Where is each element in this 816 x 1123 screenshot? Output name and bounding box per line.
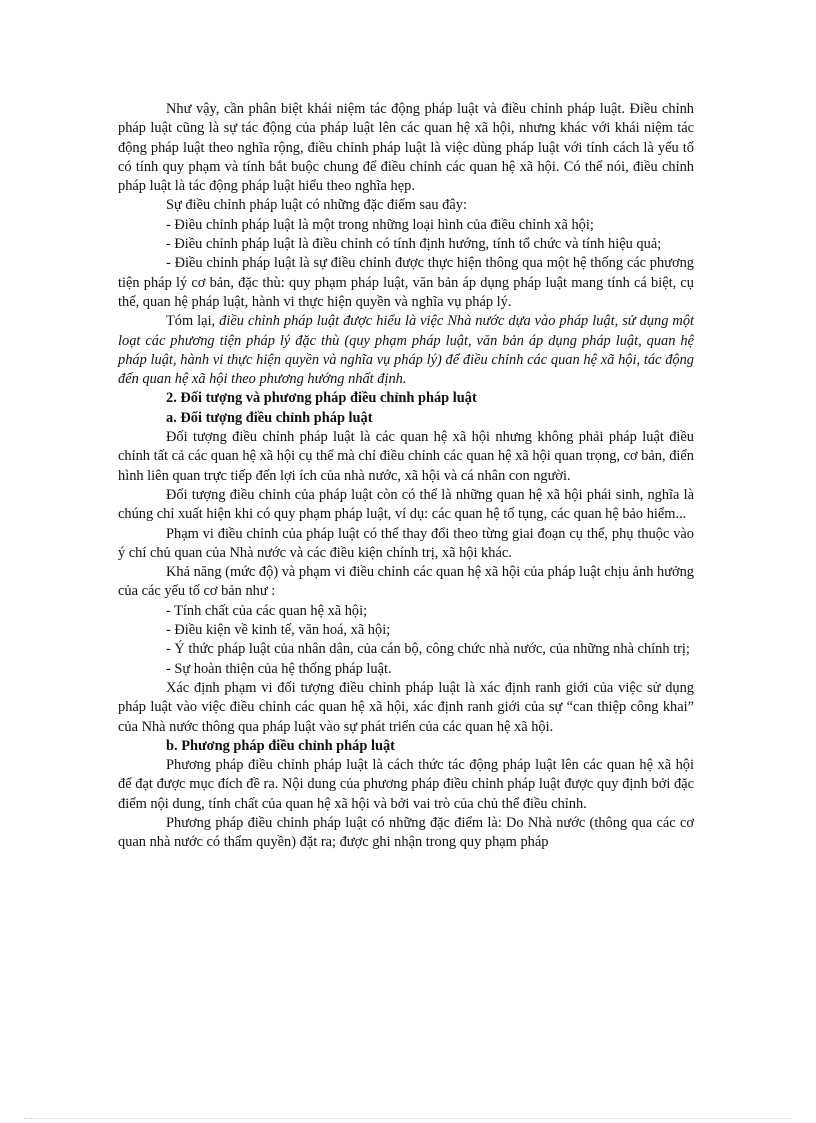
document-page (118, 100, 694, 853)
list-item: - Sự hoàn thiện của hệ thống pháp luật. (166, 660, 392, 677)
list-item: - Điều kiện về kinh tế, văn hoá, xã hội; (166, 622, 391, 639)
list-item: - Điều chỉnh pháp luật là điều chỉnh có tính định hướng, tính tổ chức và tính hiệu quả; (166, 236, 662, 253)
paragraph: Phương pháp điều chỉnh pháp luật có những đặc điểm là: Do Nhà nước (thông qua các cơ quan nhà nước có thẩm quyền) đặt ra; được ghi nhận trong quy phạm pháp (118, 814, 694, 851)
subsection-heading-b: b. Phương pháp điều chỉnh pháp luật (166, 737, 395, 754)
list-item: - Điều chỉnh pháp luật là một trong những loại hình của điều chỉnh xã hội; (166, 216, 594, 233)
paragraph-summary (118, 312, 694, 389)
paragraph-features-intro: Sự điều chỉnh pháp luật có những đặc điểm sau đây: (166, 197, 467, 214)
summary-definition: điều chỉnh pháp luật được hiểu là việc Nhà nước dựa vào pháp luật, sử dụng một loạt các phương tiện pháp lý đặc thù (quy phạm pháp luật, văn bản áp dụng pháp luật, quan hệ pháp luật, hành vi thực hiện quyền và nghĩa vụ pháp lý) để điều chỉnh các quan hệ xã hội, tác động đến quan hệ xã hội theo phương hướng nhất định. (118, 313, 695, 388)
list-item: - Điều chỉnh pháp luật là sự điều chỉnh được thực hiện thông qua một hệ thống các phương tiện pháp lý cơ bản, đặc thù: quy phạm pháp luật, văn bản áp dụng pháp luật mang tính cá biệt, cụ thể, quan hệ pháp luật, hành vi thực hiện quyền và nghĩa vụ pháp lý. (118, 255, 694, 310)
subsection-heading-a: a. Đối tượng điều chỉnh pháp luật (166, 409, 373, 426)
paragraph: Phạm vi điều chỉnh của pháp luật có thể thay đổi theo từng giai đoạn cụ thể, phụ thuộc vào ý chí chủ quan của Nhà nước và các điều kiện chính trị, xã hội khác. (118, 525, 694, 561)
paragraph: Phương pháp điều chỉnh pháp luật là cách thức tác động pháp luật lên các quan hệ xã hội để đạt được mục đích đề ra. Nội dung của phương pháp điều chỉnh pháp luật được quy định bởi đặc điểm nội dung, tính chất của quan hệ xã hội và bởi vai trò của chủ thể điều chỉnh. (118, 757, 694, 812)
list-item: - Ý thức pháp luật của nhân dân, của cán bộ, công chức nhà nước, của những nhà chính trị; (166, 641, 690, 658)
page-bottom-rule (24, 1118, 792, 1119)
paragraph: Đối tượng điều chỉnh của pháp luật còn có thể là những quan hệ xã hội phái sinh, nghĩa là chúng chỉ xuất hiện khi có quy phạm pháp luật, ví dụ: các quan hệ tố tụng, các quan hệ bảo hiểm... (118, 486, 694, 523)
list-item: - Tính chất của các quan hệ xã hội; (166, 602, 368, 619)
paragraph: Khả năng (mức độ) và phạm vi điều chỉnh các quan hệ xã hội của pháp luật chịu ảnh hưởng của các yếu tố cơ bản như : (118, 564, 694, 600)
paragraph: Đối tượng điều chỉnh pháp luật là các quan hệ xã hội nhưng không phải pháp luật điều chỉnh tất cả các quan hệ xã hội cụ thể mà chỉ điều chỉnh các quan hệ xã hội quan trọng, cơ bản, điển hình liên quan trực tiếp đến lợi ích của nhà nước, xã hội và cá nhân con người. (118, 429, 694, 484)
paragraph-intro: Như vậy, cần phân biệt khái niệm tác động pháp luật và điều chỉnh pháp luật. Điều chỉnh pháp luật cũng là sự tác động của pháp luật lên các quan hệ xã hội, nhưng khác với khái niệm tác động pháp luật theo nghĩa rộng, điều chỉnh pháp luật là việc dùng pháp luật với tính cách là yếu tố có tính quy phạm và tính bắt buộc chung để điều chỉnh các quan hệ xã hội. Có thể nói, điều chỉnh pháp luật là tác động pháp luật hiểu theo nghĩa hẹp. (118, 101, 694, 195)
section-heading: 2. Đối tượng và phương pháp điều chỉnh pháp luật (166, 390, 477, 407)
summary-lead: Tóm lại, (166, 313, 220, 330)
paragraph: Xác định phạm vi đối tượng điều chỉnh pháp luật là xác định ranh giới của việc sử dụng pháp luật vào việc điều chỉnh các quan hệ xã hội, xác định ranh giới của sự “can thiệp công khai” của Nhà nước thông qua pháp luật vào sự phát triển của các quan hệ xã hội. (118, 679, 694, 735)
